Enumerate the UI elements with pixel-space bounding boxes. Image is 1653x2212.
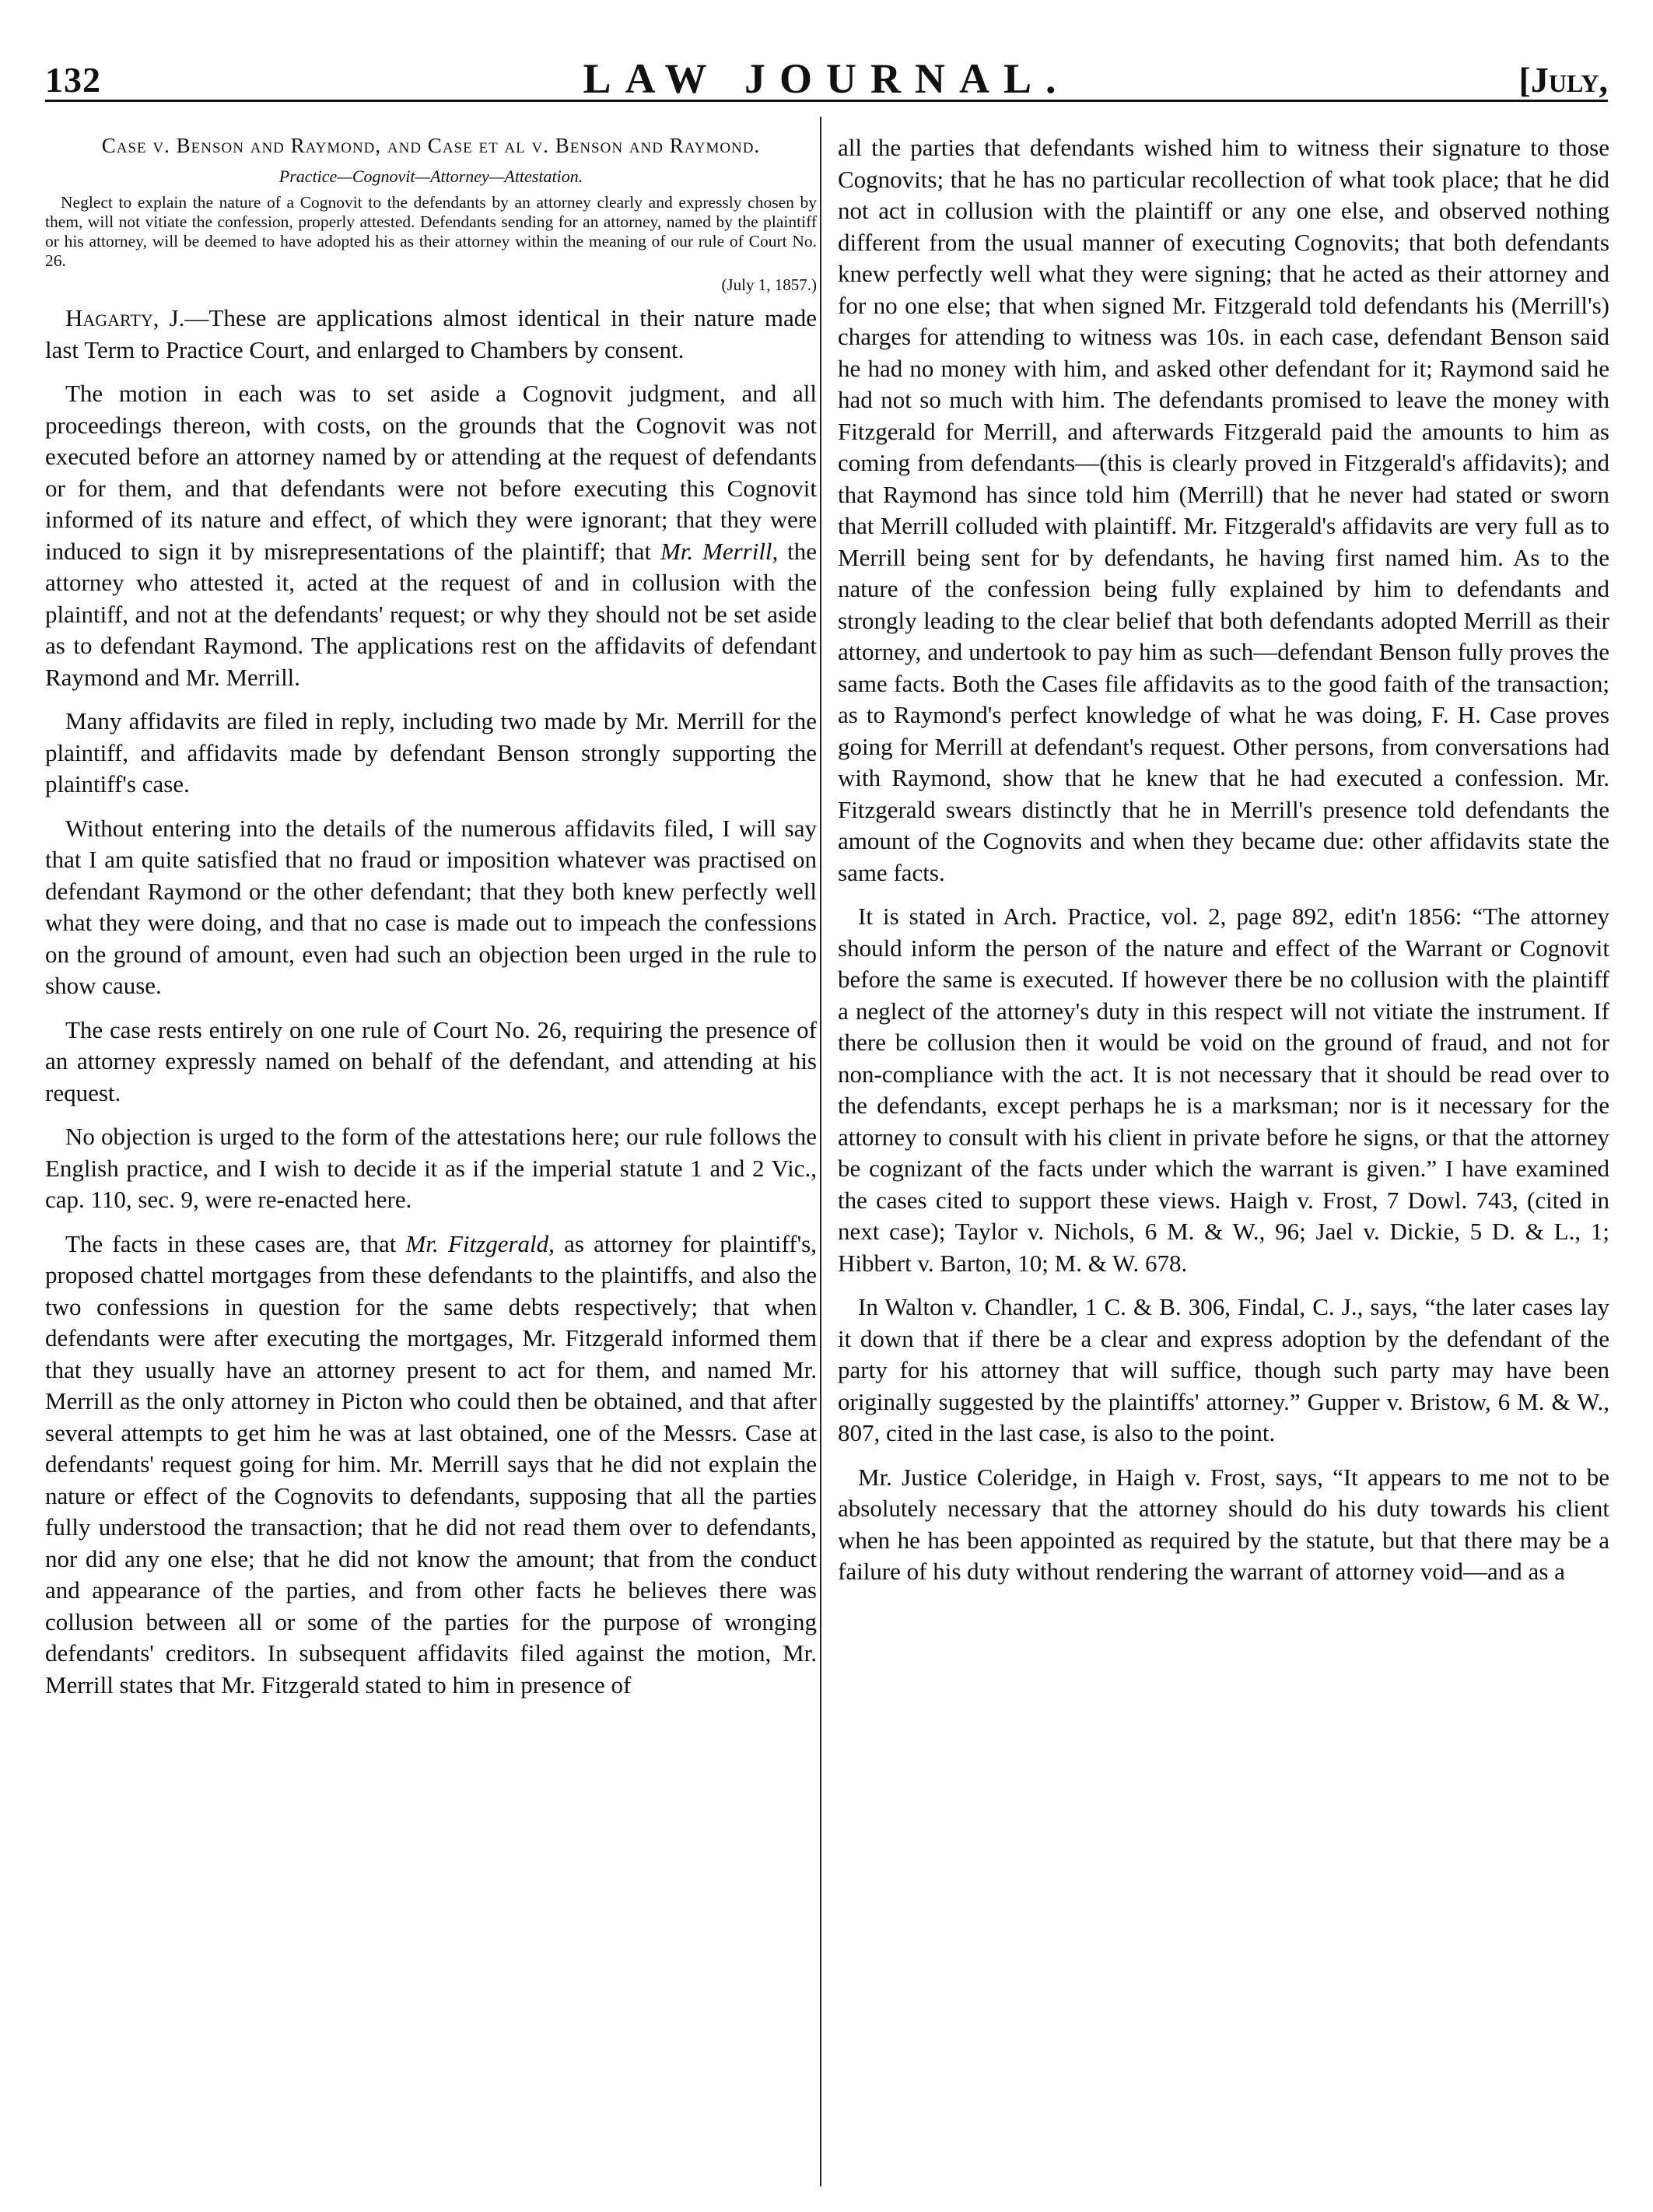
- paragraph: The facts in these cases are, that Mr. Fitzgerald, as attorney for plaintiff's, proposed chattel mortgages from these defendants to the plaintiffs, and also the two confessions in question for the same debts respectively; that when defendants were after executing the mortgages, Mr. Fitzgerald informed them that they usually have an attorney present to act for them, and named Mr. Merrill as the only attorney in Picton who could then be obtained, and that after several attempts to get him he was at last obtained, one of the Messrs. Case at defendants' request going for him. Mr. Merrill says that he did not explain the nature or effect of the Cognovits to defendants, supposing that all the parties fully understood the transaction; that he did not read them over to defendants, nor did any one else; that he did not know the amount; that from the conduct and appearance of the parties, and from other facts he believes there was collusion between all or some of the parties for the purpose of wronging defendants' creditors. In subsequent affidavits filed against the motion, Mr. Merrill states that Mr. Fitzgerald stated to him in presence of: [45, 1229, 817, 1698]
- italic-name: Mr. Fitzgerald,: [405, 1229, 555, 1257]
- running-title: LAW JOURNAL.: [583, 55, 1070, 102]
- case-title: Case v. Benson and Raymond, and Case et al v. Benson and Raymond.: [101, 134, 761, 157]
- headnote: Neglect to explain the nature of a Cognovit to the defendants by an attorney clearly and expressly chosen by them, will not vitiate the confession, properly attested. Defendants sending for an attorney, named by the plaintiff or his attorney, will be deemed to have adopted his as their attorney within the meaning of our rule of Court No. 26.: [45, 193, 817, 270]
- paragraph: It is stated in Arch. Practice, vol. 2, page 892, edit'n 1856: “The attorney should inform the person of the nature and effect of the Warrant or Cognovit before the same is executed. If however there be no collusion with the plaintiff a neglect of the attorney's duty in this respect will not vitiate the instrument. If there be collusion then it would be void on the ground of fraud, and not for non-compliance with the act. It is not necessary that it should be read over to the defendants, except perhaps he is a marksman; nor is it necessary for the attorney to consult with his client in private before he signs, or that the attorney be cognizant of the facts under which the warrant is given.” I have examined the cases cited to support these views. Haigh v. Frost, 7 Dowl. 743, (cited in next case); Taylor v. Nichols, 6 M. & W., 96; Jael v. Dickie, 5 D. & L., 1; Hibbert v. Barton, 10; M. & W. 678.: [838, 903, 1609, 1277]
- paragraph: all the parties that defendants wished him to witness their signature to those Cognovits; that he has no particular recollection of what took place; that he did not act in collusion with the plaintiff or any one else, and observed nothing different from the usual manner of executing Cognovits; that both defendants knew perfectly well what they were signing; that he acted as their attorney and for no one else; that when signed Mr. Fitzgerald told defendants his (Merrill's) charges for attending to witness was 10s. in each case, defendant Benson said he had no money with him, and asked other defendant for it; Raymond said he had not so much with him. The defendants promised to leave the money with Fitzgerald for Merrill, and afterwards Fitzgerald paid the amounts to him as coming from defendants—(this is clearly proved in Fitzgerald's affidavits); and that Raymond has since told him (Merrill) that he never had stated or sworn that Merrill colluded with plaintiff. Mr. Fitzgerald's affidavits are very full as to Merrill being sent for by defendants, he having first named him. As to the nature of the confession being fully explained by him to defendants and strongly leading to the clear belief that both defendants adopted Merrill as their attorney, and undertook to pay him as such—defendant Benson fully proves the same facts. Both the Cases file affidavits as to the good faith of the transaction; as to Raymond's perfect knowledge of what he was doing, F. H. Case proves going for Merrill at defendant's request. Other persons, from conversations had with Raymond, show that he knew that he had executed a confession. Mr. Fitzgerald swears distinctly that he in Merrill's presence told defendants the amount of the Cognovits and when they became due: other affidavits state the same facts.: [838, 134, 1609, 886]
- left-column: [45, 132, 817, 2186]
- paragraph: The motion in each was to set aside a Cognovit judgment, and all proceedings thereon, with costs, on the grounds that the Cognovit was not executed before an attorney named by or attending at the request of defendants or for them, and that defendants were not before executing this Cognovit informed of its nature and effect, of which they were ignorant; that they were induced to sign it by misrepresentations of the plaintiff; that Mr. Merrill, the attorney who attested it, acted at the request of and in collusion with the plaintiff, and not at the defendants' request; or why they should not be set aside as to defendant Raymond. The applications rest on the affidavits of defendant Raymond and Mr. Merrill.: [45, 380, 817, 691]
- page-number: 132: [45, 60, 101, 100]
- running-month: [July,: [1518, 60, 1608, 100]
- page-header: [45, 14, 1608, 102]
- paragraph: Hagarty, J.—These are applications almost identical in their nature made last Term to Practice Court, and enlarged to Chambers by consent.: [45, 304, 817, 363]
- paragraph: Mr. Justice Coleridge, in Haigh v. Frost, says, “It appears to me not to be absolutely necessary that the attorney should do his duty towards his client when he has been appointed as required by the statute, but that there may be a failure of his duty without rendering the warrant of attorney void—and as a: [838, 1463, 1609, 1585]
- paragraph: Without entering into the details of the numerous affidavits filed, I will say that I am quite satisfied that no fraud or imposition whatever was practised on defendant Raymond or the other defendant; that they both knew perfectly well what they were doing, and that no case is made out to impeach the confessions on the ground of amount, even had such an objection been urged in the rule to show cause.: [45, 814, 817, 999]
- italic-name: Mr. Merrill,: [660, 537, 779, 565]
- decision-date: (July 1, 1857.): [721, 275, 817, 294]
- paragraph: No objection is urged to the form of the attestations here; our rule follows the English practice, and I wish to decide it as if the imperial statute 1 and 2 Vic., cap. 110, sec. 9, were re-enacted here.: [45, 1123, 817, 1213]
- right-column: [838, 132, 1609, 2186]
- paragraph: The case rests entirely on one rule of Court No. 26, requiring the presence of an attorney expressly named on behalf of the defendant, and attending at his request.: [45, 1015, 817, 1106]
- paragraph: In Walton v. Chandler, 1 C. & B. 306, Findal, C. J., says, “the later cases lay it down that if there be a clear and express adoption by the defendant of the party for his attorney that will suffice, though such party may have been originally suggested by the plaintiffs' attorney.” Gupper v. Bristow, 6 M. & W., 807, cited in the last case, is also to the point.: [838, 1293, 1609, 1446]
- column-divider: [820, 117, 821, 2186]
- paragraph: Many affidavits are filed in reply, including two made by Mr. Merrill for the plaintiff, and affidavits made by defendant Benson strongly supporting the plaintiff's case.: [45, 707, 817, 798]
- judge-name: Hagarty, J.: [65, 304, 185, 331]
- case-subject: Practice—Cognovit—Attorney—Attestation.: [278, 167, 583, 186]
